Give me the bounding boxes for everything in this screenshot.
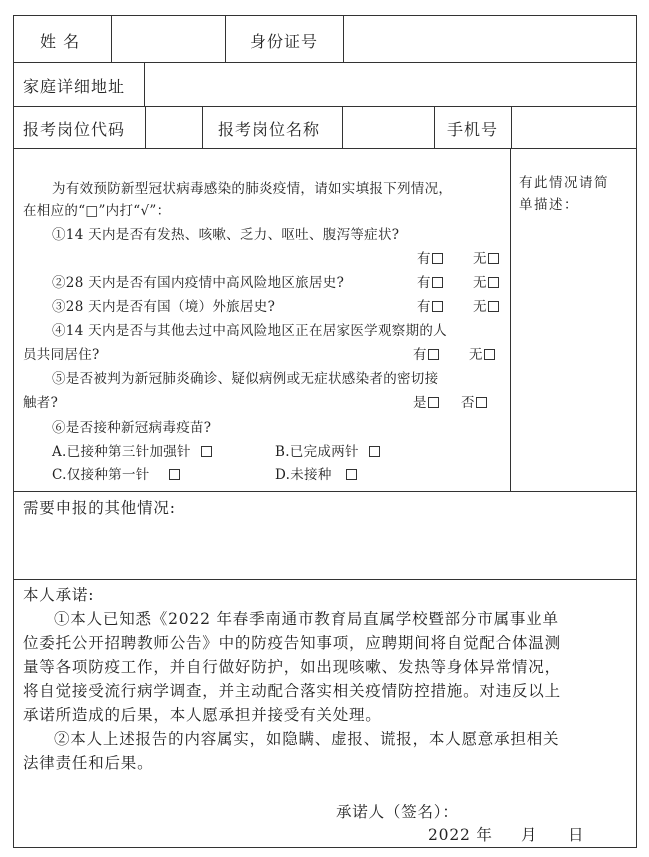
vaccine-option-a[interactable] <box>52 440 212 460</box>
checkbox[interactable] <box>201 446 212 457</box>
col-divider <box>342 106 343 148</box>
situation-description-field[interactable] <box>514 216 632 486</box>
checkbox[interactable] <box>432 301 443 312</box>
address-field[interactable] <box>147 65 632 103</box>
pledge-text: 承诺所造成的后果，本人愿承担并接受有关处理。 <box>23 706 382 724</box>
question-text: ①14 天内是否有发热、咳嗽、乏力、呕吐、腹泻等症状? <box>52 227 400 243</box>
col-divider <box>510 148 511 491</box>
date-month: 月 <box>521 826 538 844</box>
col-divider <box>343 16 344 62</box>
answer-yes[interactable] <box>413 343 439 363</box>
checkbox[interactable] <box>488 277 499 288</box>
answer-no[interactable] <box>461 391 487 411</box>
date-day: 日 <box>568 826 585 844</box>
option-label: 有 <box>417 299 431 315</box>
option-label: C.仅接种第一针 <box>52 467 150 483</box>
question-text: ⑤是否被判为新冠肺炎确诊、疑似病例或无症状感染者的密切接 <box>52 371 439 387</box>
date-year: 2022 年 <box>428 826 493 844</box>
checkbox[interactable] <box>488 253 499 264</box>
post-code-label: 报考岗位代码 <box>23 120 126 139</box>
answer-yes[interactable] <box>417 271 443 291</box>
signer-label: 承诺人（签名）： <box>336 803 459 821</box>
option-label: B.已完成两针 <box>275 444 359 460</box>
option-label: 否 <box>461 395 475 411</box>
row-divider <box>14 148 636 149</box>
other-info-field[interactable] <box>18 518 632 576</box>
col-divider <box>111 16 112 62</box>
col-divider <box>144 62 145 106</box>
question-text: ③28 天内是否有国（境）外旅居史? <box>52 299 276 315</box>
row-divider <box>14 62 636 63</box>
answer-no[interactable] <box>473 247 499 267</box>
answer-no[interactable] <box>473 295 499 315</box>
survey-intro: 在相应的“□”内打“√”： <box>23 203 171 219</box>
pledge-text: ①本人已知悉《2022 年春季南通市教育局直属学校暨部分市属事业单 <box>54 610 559 628</box>
checkbox[interactable] <box>428 349 439 360</box>
phone-label: 手机号 <box>447 120 499 139</box>
vaccine-option-c[interactable] <box>52 463 180 483</box>
question-text: ②28 天内是否有国内疫情中高风险地区旅居史? <box>52 275 345 291</box>
side-note: 有此情况请简 <box>519 175 609 191</box>
checkbox[interactable] <box>169 469 180 480</box>
option-label: A.已接种第三针加强针 <box>52 444 191 460</box>
option-label: 是 <box>413 395 427 411</box>
pledge-text: 位委托公开招聘教师公告》中的防疫告知事项，应聘期间将自觉配合体温测 <box>23 634 561 652</box>
col-divider <box>225 16 226 62</box>
col-divider <box>145 106 146 148</box>
checkbox[interactable] <box>432 253 443 264</box>
option-label: 无 <box>473 251 487 267</box>
phone-field[interactable] <box>514 109 632 145</box>
col-divider <box>202 106 203 148</box>
pledge-title: 本人承诺: <box>23 586 95 604</box>
checkbox[interactable] <box>484 349 495 360</box>
address-label: 家庭详细地址 <box>23 77 126 96</box>
vaccine-option-d[interactable] <box>275 463 357 483</box>
id-number-label: 身份证号 <box>250 32 319 51</box>
pledge-text: 量等各项防疫工作，并自行做好防护，如出现咳嗽、发热等身体异常情况， <box>23 658 561 676</box>
survey-intro: 为有效预防新型冠状病毒感染的肺炎疫情，请如实填报下列情况， <box>52 181 453 197</box>
row-divider <box>14 491 636 492</box>
pledge-text: 将自觉接受流行病学调查，并主动配合落实相关疫情防控措施。对违反以上 <box>23 682 561 700</box>
col-divider <box>511 106 512 148</box>
answer-no[interactable] <box>473 271 499 291</box>
post-code-field[interactable] <box>148 109 199 145</box>
question-text: ④14 天内是否与其他去过中高风险地区正在居家医学观察期的人 <box>52 323 447 339</box>
id-number-field[interactable] <box>346 19 632 59</box>
answer-yes[interactable] <box>413 391 439 411</box>
post-name-field[interactable] <box>345 109 431 145</box>
signature-field[interactable] <box>476 794 626 818</box>
row-divider <box>14 106 636 107</box>
question-text: ⑥是否接种新冠病毒疫苗? <box>52 420 212 436</box>
checkbox[interactable] <box>476 397 487 408</box>
checkbox[interactable] <box>369 446 380 457</box>
option-label: 有 <box>417 251 431 267</box>
checkbox[interactable] <box>346 469 357 480</box>
option-label: 有 <box>417 275 431 291</box>
option-label: 有 <box>413 347 427 363</box>
name-label: 姓 名 <box>40 32 81 51</box>
checkbox[interactable] <box>488 301 499 312</box>
col-divider <box>434 106 435 148</box>
post-name-label: 报考岗位名称 <box>218 120 321 139</box>
answer-yes[interactable] <box>417 247 443 267</box>
answer-yes[interactable] <box>417 295 443 315</box>
option-label: 无 <box>473 299 487 315</box>
question-text: 员共同居住? <box>23 347 100 363</box>
pledge-text: ②本人上述报告的内容属实，如隐瞒、虚报、谎报，本人愿意承担相关 <box>54 730 560 748</box>
row-divider <box>14 579 636 580</box>
name-field[interactable] <box>114 19 222 59</box>
side-note: 单描述： <box>519 197 579 213</box>
epidemic-declaration-form <box>13 15 637 848</box>
other-info-label: 需要申报的其他情况: <box>23 499 176 517</box>
option-label: 无 <box>473 275 487 291</box>
option-label: 无 <box>469 347 483 363</box>
checkbox[interactable] <box>428 397 439 408</box>
option-label: D.未接种 <box>275 467 332 483</box>
vaccine-option-b[interactable] <box>275 440 380 460</box>
answer-no[interactable] <box>469 343 495 363</box>
pledge-text: 法律责任和后果。 <box>23 754 154 772</box>
checkbox[interactable] <box>432 277 443 288</box>
question-text: 触者? <box>23 395 59 411</box>
